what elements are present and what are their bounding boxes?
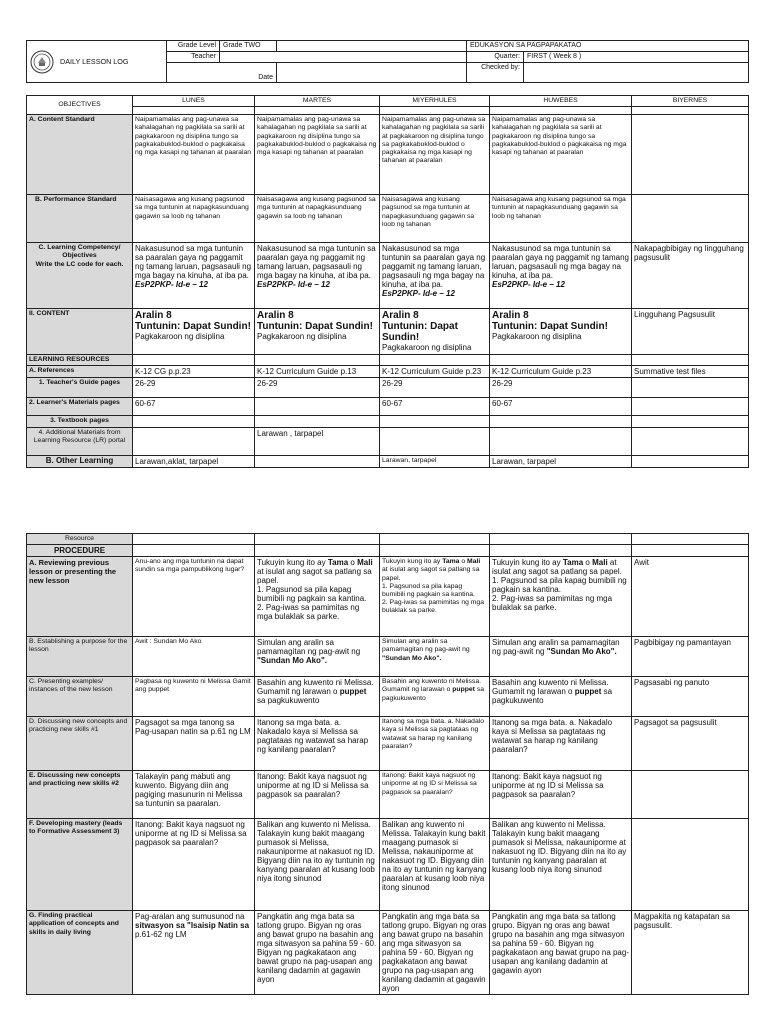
puppet-word: puppet <box>339 687 367 697</box>
proc-e-mon: Talakayin pang mabuti ang kuwento. Bigyang diin ang pagiging masunurin ni Melissa sa tuntunin sa paaralan. <box>133 771 255 819</box>
other-wed: Larawan, tarpapel <box>380 455 490 467</box>
proc-c-text: Basahin ang kuwento ni Melissa. Gumamit ng larawan o <box>257 678 374 697</box>
additional-materials-label: 4. Additional Materials from Learning Resource (LR) portal <box>27 427 133 455</box>
refs-tue: K-12 Curriculum Guide p.13 <box>255 366 380 378</box>
content-mon <box>133 309 255 355</box>
date-value <box>277 63 467 83</box>
proc-d-mon: Pagsagot sa mga tanong sa Pag-usapan natin sa p.61 ng LM <box>133 717 255 771</box>
proc-c-mon: Pagbasa ng kuwento ni Melissa Gamit ang puppet <box>133 677 255 717</box>
competency-code: EsP2PKP- Id-e – 12 <box>135 280 208 290</box>
proc-c-thu <box>490 677 632 717</box>
learners-materials-label: 2. Learner's Materials pages <box>27 398 133 416</box>
song-title: "Sundan Mo Ako". <box>546 647 617 657</box>
lesson-subtitle: Pagkakaroon ng disiplina <box>135 332 225 342</box>
tama-word: Tama <box>327 558 349 568</box>
content-thu <box>490 309 632 355</box>
other-mon: Larawan,aklat, tarpapel <box>133 455 255 467</box>
proc-a-fri: Awit <box>632 557 749 637</box>
discussing1-label: D. Discussing new concepts and practicing new skills #1 <box>27 717 133 771</box>
proc-a-wed <box>380 557 490 637</box>
lc-code-note: Write the LC code for each. <box>35 260 124 268</box>
proc-d-tue: Itanong sa mga bata. a. Nakadalo kaya si Melissa sa pagtataas ng watawat sa harap ng kanilang paaralan? <box>255 717 380 771</box>
proc-a-mon: Anu-ano ang mga tuntunin na dapat sundin sa mga pampublikong lugar? <box>133 557 255 637</box>
content-standard-label: A. Content Standard <box>27 115 133 195</box>
teacher-label: Teacher <box>167 52 220 63</box>
competency-fri: Nakapagbibigay ng lingguhang pagsusulit <box>632 243 749 309</box>
other-thu: Larawan, tarpapel <box>490 455 632 467</box>
competency-mon <box>133 243 255 309</box>
competency-code: EsP2PKP- Id-e – 12 <box>492 280 565 290</box>
competency-text: Nakasusunod sa mga tuntunin sa paaralan gaya ng paggamit ng tamang laruan, pagsasauli ng mga bagay na kinuha, at iba pa. <box>135 244 252 281</box>
finding-label: G. Finding practical application of concepts and skills in daily living <box>27 911 133 995</box>
refs-fri: Summative test files <box>632 366 749 378</box>
proc-b-fri: Pagbibigay ng pamantayan <box>632 637 749 677</box>
lesson-title: Tuntunin: Dapat Sundin! <box>382 321 458 344</box>
aralin-number: Aralin 8 <box>492 310 529 322</box>
competency-code: EsP2PKP- Id-e – 12 <box>382 289 455 299</box>
lesson-title: Tuntunin: Dapat Sundin! <box>135 321 251 333</box>
song-title: "Sundan Mo Ako". <box>382 654 442 662</box>
proc-c-fri: Pagsasabi ng panuto <box>632 677 749 717</box>
proc-a-thu <box>490 557 632 637</box>
content-standard-thu: Naipamamalas ang pag-unawa sa kahalagahan ng pagkilala sa sarili at pagkakaroon ng disiplina tungo sa pagkakabuklod-buklod o pagkakaisa ng mga kasapi ng tahanan at paaralan <box>490 115 632 195</box>
o-word: o <box>350 558 355 568</box>
proc-a-item-1: 1. Pagsunod sa pila kapag bumibili ng pagkain sa kantina. <box>382 582 475 599</box>
checked-by-value <box>524 63 749 83</box>
date-label: Date <box>167 63 277 83</box>
lm-thu: 60-67 <box>490 398 632 416</box>
teacher-value <box>220 52 467 63</box>
quarter-label: Quarter: <box>467 52 524 63</box>
proc-a-item-2: 2. Pag-iwas sa pamimitas ng mga bulaklak sa parke. <box>382 599 484 615</box>
day-header-thu: HUWEBES <box>490 96 632 107</box>
proc-f-mon: Itanong: Bakit kaya nagsuot ng uniporme at ng ID si Melissa sa pagpasok sa paaralan? <box>133 819 255 911</box>
performance-standard-mon: Naisasagawa ang kusang pagsunod sa mga tuntunin at napagkasunduang gagawin sa loob ng tahanan <box>133 195 255 243</box>
puppet-word: puppet <box>452 686 475 694</box>
header-logo-cell <box>27 41 167 83</box>
proc-b-text: Simulan ang aralin sa pamamagitan ng pag-awit ng <box>257 638 361 657</box>
proc-f-wed: Balikan ang kuwento ni Melissa. Talakayin kung bakit maagang pumasok si Melissa, nakauniporme at nakasuot ng ID. Bigyang diin na ito ay tuntunin ng kanyang paaralan at kusang loob niya itong sinunod <box>380 819 490 911</box>
resource-label: Resource <box>27 534 133 545</box>
day-header-fri: BIYERNES <box>632 96 749 107</box>
procedure-label: PROCEDURE <box>27 545 133 557</box>
proc-d-wed: Itanong sa mga bata. a. Nakadalo kaya si Melissa sa pagtataas ng watawat sa harap ng kanilang paaralan? <box>380 717 490 771</box>
tg-mon: 26-29 <box>133 378 255 398</box>
performance-standard-fri <box>632 195 749 243</box>
content-standard-fri <box>632 115 749 195</box>
proc-a-item-2: 2. Pag-iwas sa pamimitas ng mga bulaklak sa parke. <box>257 603 360 622</box>
objectives-header: OBJECTIVES <box>27 96 133 115</box>
proc-g-wed: Pangkatin ang mga bata sa tatlong grupo. Bigyan ng oras ang bawat grupo na basahin ang mga sitwasyon sa pahina 59 - 60. Bigyan ng pagkakataon ang bawat grupo na pag-usapan ang kanilang dadamin at gagawin ayon <box>380 911 490 995</box>
developing-label: F. Developing mastery (leads to Formative Assessment 3) <box>27 819 133 911</box>
day-header-tue: MARTES <box>255 96 380 107</box>
tg-thu: 26-29 <box>490 378 632 398</box>
proc-a-instruction-tail: at isulat ang sagot sa patlang sa papel. <box>382 566 480 582</box>
proc-b-thu <box>490 637 632 677</box>
content-tue <box>255 309 380 355</box>
day-header-wed: MIYERHULES <box>380 96 490 107</box>
lm-mon: 60-67 <box>133 398 255 416</box>
lesson-table-1 <box>26 95 749 468</box>
competency-wed <box>380 243 490 309</box>
performance-standard-label: B. Performance Standard <box>27 195 133 243</box>
proc-d-fri: Pagsagot sa pagsusulit <box>632 717 749 771</box>
competency-label-text: C. Learning Competency/ Objectives <box>38 244 121 260</box>
mali-word: Mali <box>592 558 608 568</box>
proc-c-tail: sa pagkukuwento <box>382 686 485 702</box>
refs-thu: K-12 Curriculum Guide p.23 <box>490 366 632 378</box>
lesson-title: Tuntunin: Dapat Sundin! <box>492 321 608 333</box>
aralin-number: Aralin 8 <box>257 310 294 322</box>
proc-c-tail: sa pagkukuwento <box>492 687 613 706</box>
proc-a-instruction-tail: at isulat ang sagot sa patlang sa papel. <box>492 558 622 577</box>
additional-tue: Larawan , tarpapel <box>255 427 380 455</box>
proc-c-wed <box>380 677 490 717</box>
lesson-subtitle: Pagkakaroon ng disiplina <box>382 343 472 353</box>
proc-d-thu: Itanong sa mga bata. a. Nakadalo kaya si Melissa sa pagtataas ng watawat sa harap ng kanilang paaralan? <box>490 717 632 771</box>
proc-c-tail: sa pagkukuwento <box>257 696 320 706</box>
puppet-word: puppet <box>574 687 602 697</box>
textbook-pages-label: 3. Textbook pages <box>27 416 133 427</box>
lesson-subtitle: Pagkakaroon ng disiplina <box>257 332 347 342</box>
proc-a-instruction: Tukuyin kung ito ay <box>382 558 441 566</box>
proc-a-item-2: 2. Pag-iwas sa pamimitas ng mga bulaklak sa parke. <box>492 594 613 613</box>
proc-b-tue <box>255 637 380 677</box>
proc-c-tue <box>255 677 380 717</box>
other-learning-label: B. Other Learning <box>27 455 133 467</box>
aralin-number: Aralin 8 <box>382 310 419 322</box>
competency-text: Nakasusunod sa mga tuntunin sa paaralan gaya ng paggamit ng tamang laruan, pagsasauli ng mga bagay na kinuha, at iba pa. <box>492 244 629 281</box>
competency-text: Nakasusunod sa mga tuntunin sa paaralan gaya ng paggamit ng tamang laruan, pagsasauli ng mga bagay na kinuha, at iba pa. <box>257 244 376 281</box>
competency-thu <box>490 243 632 309</box>
proc-a-instruction: Tukuyin kung ito ay <box>257 558 326 568</box>
proc-a-tue <box>255 557 380 637</box>
proc-g-fri: Magpakita ng katapatan sa pagsusulit. <box>632 911 749 995</box>
lesson-subtitle: Pagkakaroon ng disiplina <box>492 332 582 342</box>
references-label: A. References <box>27 366 133 378</box>
o-word: o <box>461 558 466 566</box>
teachers-guide-label: 1. Teacher's Guide pages <box>27 378 133 398</box>
reviewing-label: A. Reviewing previous lesson or presenting the new lesson <box>27 557 133 637</box>
performance-standard-tue: Naisasagawa ang kusang pagsunod sa mga tuntunin at napagkasunduang gagawin sa loob ng tahanan <box>255 195 380 243</box>
proc-g-text: Pag-aralan ang sumusunod na <box>135 912 245 922</box>
proc-e-thu: Itanong: Bakit kaya nagsuot ng uniporme at ng ID si Melissa sa pagpasok sa paaralan? <box>490 771 632 819</box>
proc-e-wed: Itanong: Bakit kaya nagsuot ng uniporme at ng ID si Melissa sa pagpasok sa paaralan? <box>380 771 490 819</box>
grade-level-label: Grade Level <box>167 41 220 52</box>
content-fri: Lingguhang Pagsusulit <box>632 309 749 355</box>
presenting-label: C. Presenting examples/ instances of the new lesson <box>27 677 133 717</box>
header-table <box>26 40 749 83</box>
content-label: II. CONTENT <box>27 309 133 355</box>
deped-seal-icon <box>30 50 54 74</box>
proc-a-item-1: 1. Pagsunod sa pila kapag bumibili ng pagkain sa kantina. <box>257 585 367 604</box>
proc-b-mon: Awit : Sundan Mo Ako <box>133 637 255 677</box>
tg-wed: 26-29 <box>380 378 490 398</box>
lesson-table-2 <box>26 533 749 995</box>
log-title: DAILY LESSON LOG <box>60 57 129 66</box>
competency-text: Nakasusunod sa mga tuntunin sa paaralan gaya ng paggamit ng tamang laruan, pagsasauli ng mga bagay na kinuha, at iba pa. <box>382 244 486 290</box>
proc-a-item-1: 1. Pagsunod sa pila kapag bumibili ng pagkain sa kantina. <box>492 576 627 595</box>
proc-e-tue: Itanong: Bakit kaya nagsuot ng uniporme at ng ID si Melissa sa pagpasok sa paaralan? <box>255 771 380 819</box>
tama-word: Tama <box>562 558 584 568</box>
content-wed <box>380 309 490 355</box>
quarter-value: FIRST ( Week 8 ) <box>524 52 749 63</box>
proc-f-tue: Balikan ang kuwento ni Melissa. Talakayin kung bakit maagang pumasok si Melissa, nakauniporme at nakasuot ng ID. Bigyang diin na ito ay tuntunin ng kanyang paaralan at kusang loob niya itong sinunod <box>255 819 380 911</box>
competency-code: EsP2PKP- Id-e – 12 <box>257 280 330 290</box>
proc-a-instruction-tail: at isulat ang sagot sa patlang sa papel. <box>257 567 372 586</box>
tama-word: Tama <box>442 558 460 566</box>
proc-g-mon <box>133 911 255 995</box>
competency-label <box>27 243 133 309</box>
proc-b-text: Simulan ang aralin sa pamamagitan ng pag-awit ng <box>492 638 620 657</box>
proc-c-text: Basahin ang kuwento ni Melissa. Gumamit ng larawan o <box>492 678 609 697</box>
discussing2-label: E. Discussing new concepts and practicing new skills #2 <box>27 771 133 819</box>
performance-standard-wed: Naisasagawa ang kusang pagsunod sa mga tuntunin at napagkasunduang gagawin sa loob ng tahanan <box>380 195 490 243</box>
competency-tue <box>255 243 380 309</box>
o-word: o <box>585 558 590 568</box>
mali-word: Mali <box>357 558 373 568</box>
day-header-mon: LUNES <box>133 96 255 107</box>
proc-g-bold: sitwasyon sa "Isaisip Natin sa <box>135 921 250 931</box>
performance-standard-thu: Naisasagawa ang kusang pagsunod sa mga tuntunin at napagkasunduang gagawin sa loob ng tahanan <box>490 195 632 243</box>
proc-b-text: Simulan ang aralin sa pamamagitan ng pag-awit ng <box>382 638 470 654</box>
proc-g-thu: Pangkatin ang mga bata sa tatlong grupo. Bigyan ng oras ang bawat grupo na basahin ang mga sitwasyon sa pahina 59 - 60. Bigyan ng pagkakataon ang bawat grupo na pag-usapan ang kanilang dadamin at gagawin ayon <box>490 911 632 995</box>
aralin-number: Aralin 8 <box>135 310 172 322</box>
content-standard-mon: Naipamamalas ang pag-unawa sa kahalagahan ng pagkilala sa sarili at pagkakaroon ng disiplina tungo sa pagkakabuklod-buklod o pagkakaisa ng mga kasapi ng tahanan at paaralan <box>133 115 255 195</box>
lm-wed: 60-67 <box>380 398 490 416</box>
checked-by-label: Checked by: <box>467 63 524 83</box>
proc-c-text: Basahin ang kuwento ni Melissa. Gumamit ng larawan o <box>382 678 481 694</box>
subject-value: EDUKASYON SA PAGPAPAKATAO <box>467 41 749 52</box>
song-title: "Sundan Mo Ako". <box>257 656 327 666</box>
content-standard-tue: Naipamamalas ang pag-unawa sa kahalagahan ng pagkilala sa sarili at pagkakaroon ng disiplina tungo sa pagkakabuklod-buklod o pagkakaisa ng mga kasapi ng tahanan at paaralan <box>255 115 380 195</box>
lesson-title: Tuntunin: Dapat Sundin! <box>257 321 373 333</box>
tg-tue: 26-29 <box>255 378 380 398</box>
proc-b-wed <box>380 637 490 677</box>
proc-a-instruction: Tukuyin kung ito ay <box>492 558 561 568</box>
mali-word: Mali <box>467 558 481 566</box>
proc-g-tail: p.61-62 ng LM <box>135 930 187 940</box>
proc-f-thu: Balikan ang kuwento ni Melissa. Talakayin kung bakit maagang pumasok si Melissa, nakauniporme at nakasuot ng ID. Bigyang diin na ito ay tuntunin ng kanyang paaralan at kusang loob niya itong sinunod <box>490 819 632 911</box>
content-standard-wed: Naipamamalas ang pag-unawa sa kahalagahan ng pagkilala sa sarili at pagkakaroon ng disiplina tungo sa pagkakabuklod-buklod o pagkakaisa ng mga kasapi ng tahanan at paaralan <box>380 115 490 195</box>
establishing-label: B. Establishing a purpose for the lesson <box>27 637 133 677</box>
refs-mon: K-12 CG p.p.23 <box>133 366 255 378</box>
refs-wed: K-12 Curriculum Guide p.23 <box>380 366 490 378</box>
grade-level-value: Grade TWO <box>220 41 277 52</box>
proc-g-tue: Pangkatin ang mga bata sa tatlong grupo. Bigyan ng oras ang bawat grupo na basahin ang mga sitwasyon sa pahina 59 - 60. Bigyan ng pagkakataon ang bawat grupo na pag-usapan ang kanilang dadamin at gagawin ayon <box>255 911 380 995</box>
learning-resources-label: LEARNING RESOURCES <box>27 355 133 366</box>
